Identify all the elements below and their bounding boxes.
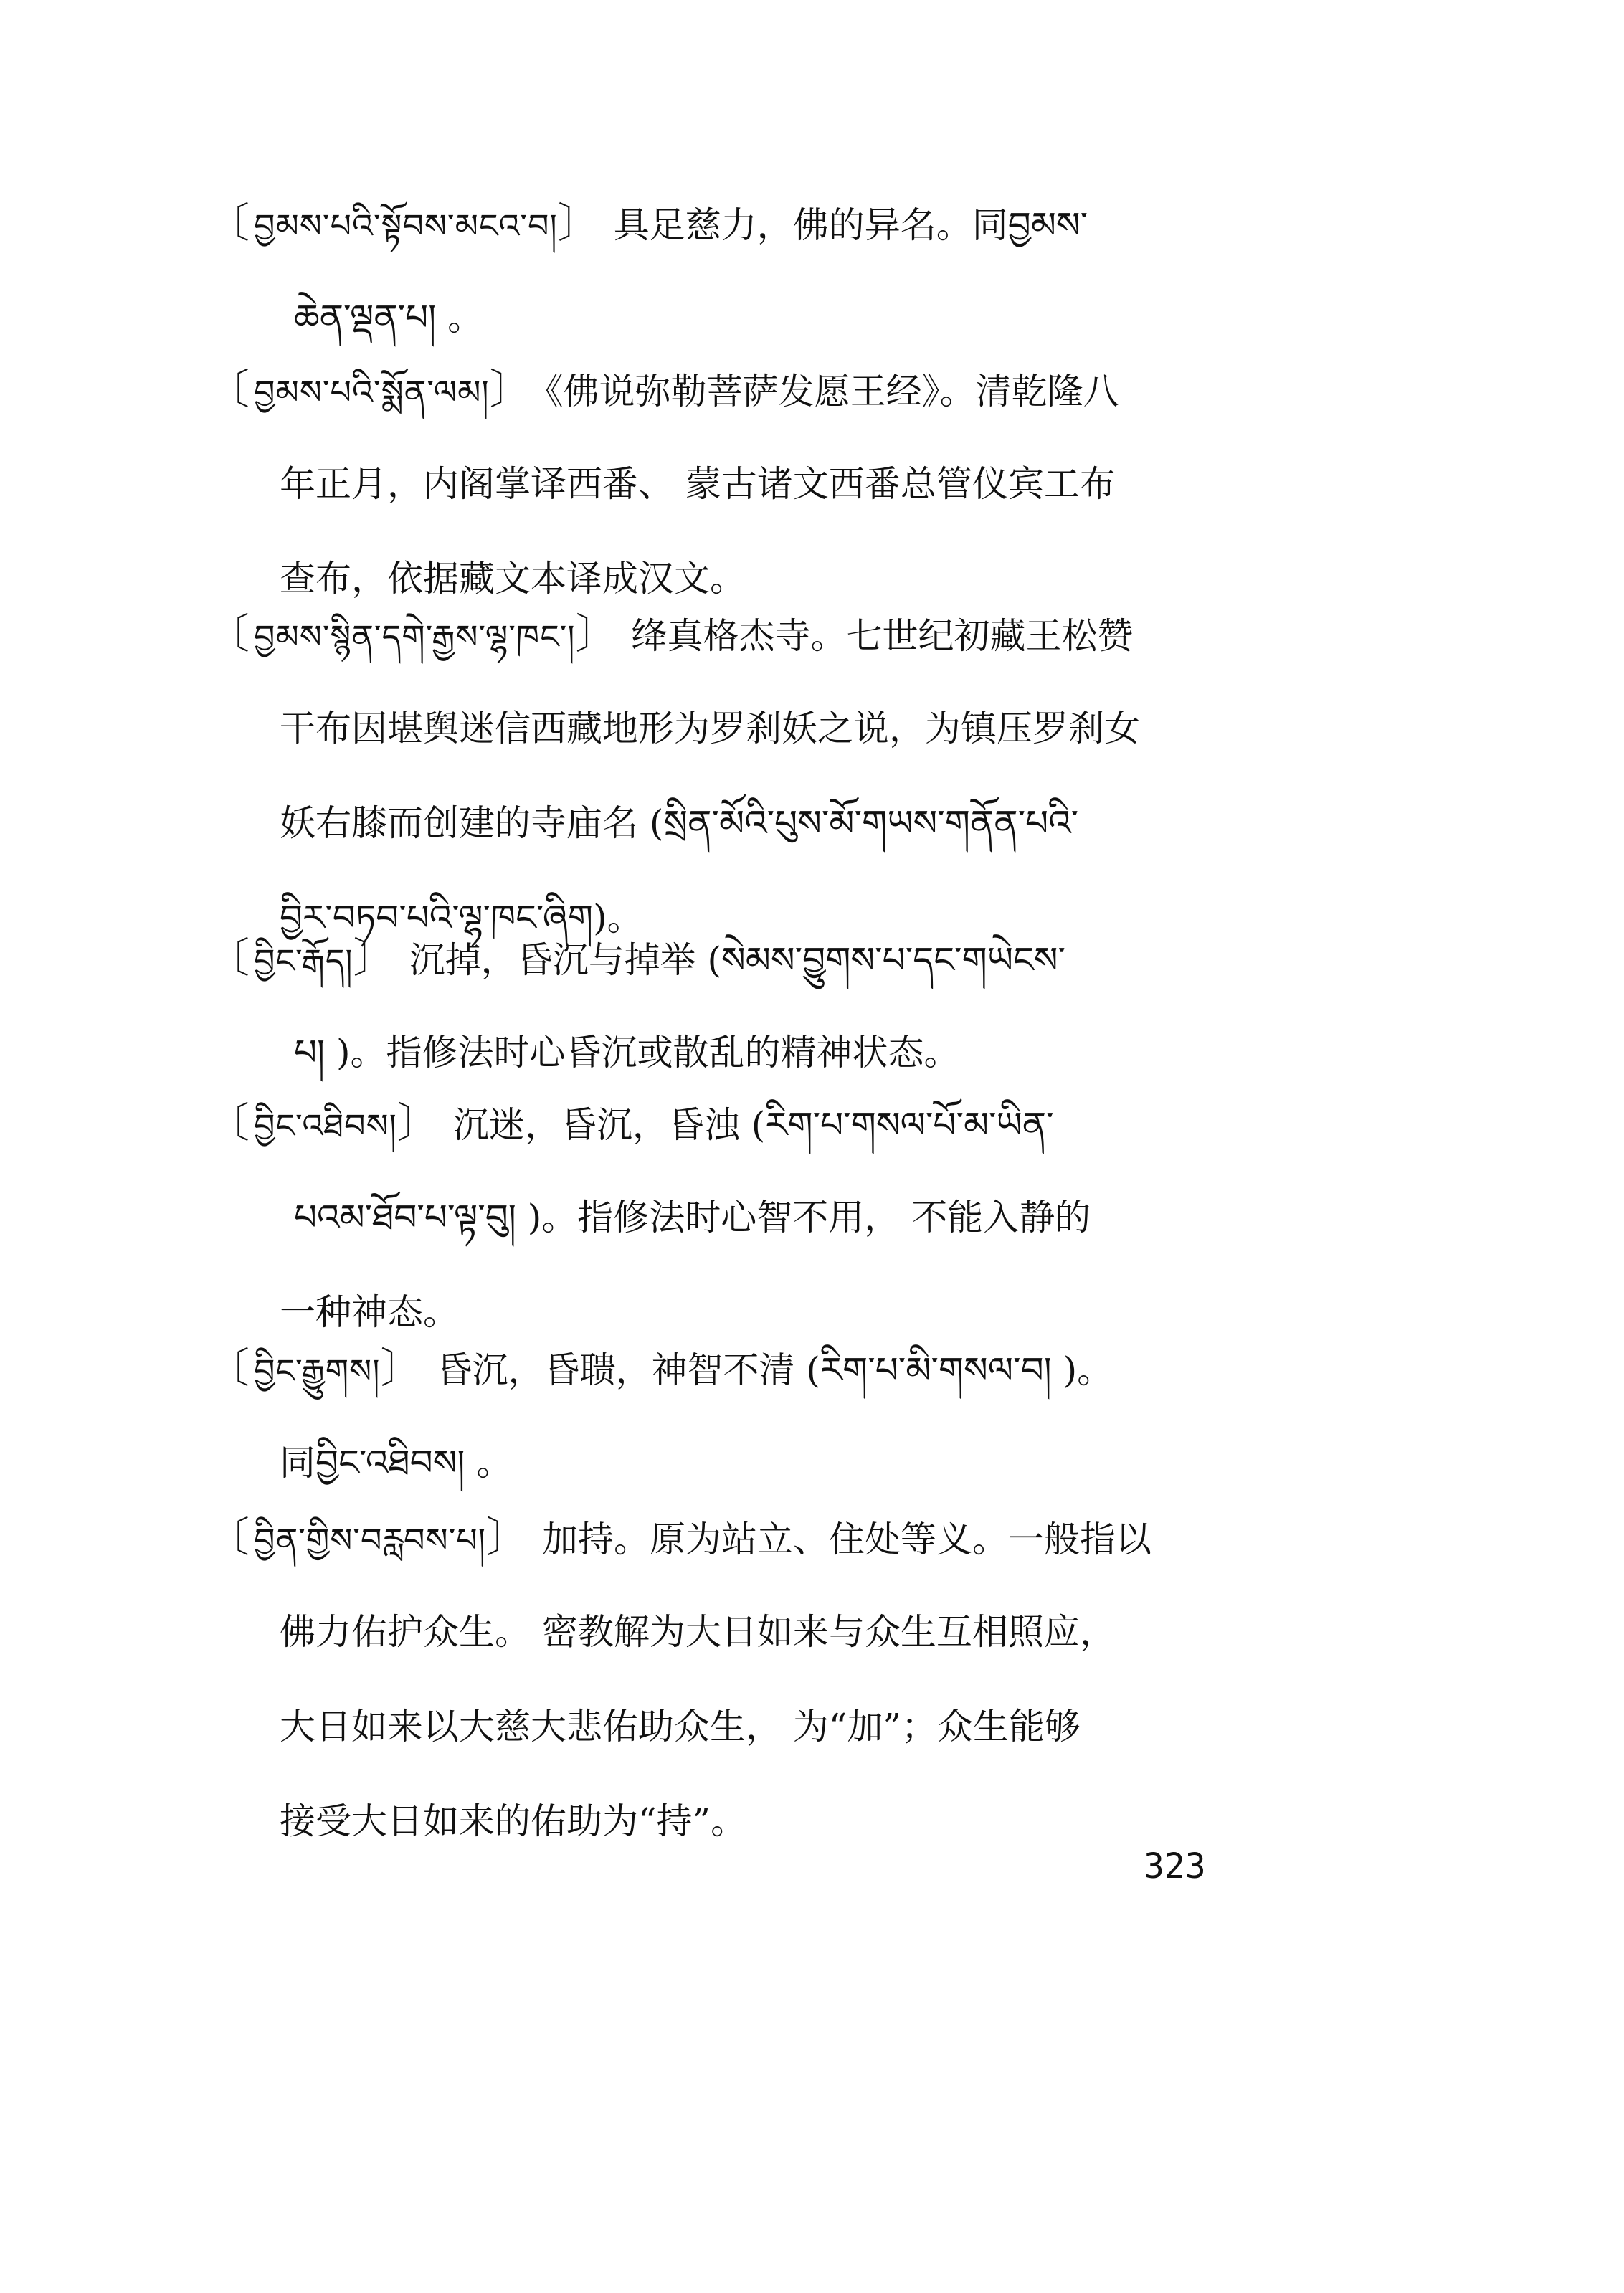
tibetan-term: བྱིང་འཐིབས། xyxy=(254,1106,397,1145)
entry-headline xyxy=(208,342,1298,437)
tibetan-term: བྱིན་གྱིས་བརླབས་པ། xyxy=(254,1521,486,1559)
definition-line: པ། )。指修法时心昏沉或散乱的精神状态。 xyxy=(294,1032,960,1073)
dictionary-entry xyxy=(208,1076,1298,1359)
definition-line: 妖右膝而创建的寺庙名 (སྲིན་མོའི་པུས་མོ་གཡས་གནོན་པའི་ xyxy=(280,802,1079,844)
definition-line: 佛力佑护众生。 密教解为大日如来与众生互相照应， xyxy=(280,1611,1116,1653)
entry-headline xyxy=(208,1321,1298,1415)
close-bracket: 〕 xyxy=(489,365,531,414)
definition-text: 沉迷，昏沉，昏浊 (རིག་པ་གསལ་པོ་མ་ཡིན་ xyxy=(452,1104,1054,1146)
dictionary-entry xyxy=(208,342,1298,626)
definition-line: 一种神态。 xyxy=(280,1291,459,1333)
close-bracket: 〕 xyxy=(485,1513,528,1562)
open-bracket: 〔 xyxy=(208,609,250,658)
open-bracket: 〔 xyxy=(208,1098,250,1147)
close-bracket: 〕 xyxy=(396,1098,439,1147)
definition-line: པའམ་ཐོབ་པ་ལྟ་བུ། )。指修法时心智不用， 不能入静的 xyxy=(294,1197,1091,1238)
page-number: 323 xyxy=(1144,1846,1206,1886)
definition-line: 查布，依据藏文本译成汉文。 xyxy=(280,558,746,599)
definition-line: ཆེན་ལྡན་པ། 。 xyxy=(294,297,484,338)
entry-headline xyxy=(208,176,1298,270)
close-bracket: 〕 xyxy=(575,609,617,658)
definition-line: 干布因堪舆迷信西藏地形为罗刹妖之说，为镇压罗刹女 xyxy=(280,708,1140,749)
definition-text: 沉掉，昏沉与掉举 (སེམས་བྱུགས་པ་དང་གཡེངས་ xyxy=(409,939,1066,981)
tibetan-term: བྱིང་རྒྱུགས། xyxy=(254,1352,381,1390)
definition-line: བྱིར་བཏབ་པའི་ལྷ་ཁང་ཞིག)。 xyxy=(280,897,643,939)
open-bracket: 〔 xyxy=(208,365,250,414)
open-bracket: 〔 xyxy=(208,1513,250,1562)
tibetan-term: བྱམས་སྙིན་དགེ་རྒྱས་ལྷ་ཁང་། xyxy=(254,617,576,656)
entry-headline xyxy=(208,1490,1298,1585)
open-bracket: 〔 xyxy=(208,199,250,247)
definition-line: 大日如来以大慈大悲佑助众生， 为“加”；众生能够 xyxy=(280,1706,1081,1747)
tibetan-term: བྱམས་པའི་སྨོན་ལམ། xyxy=(254,373,490,412)
tibetan-term: བྱམས་པའི་སྟོབས་མངའ་བ། xyxy=(254,206,558,245)
definition-text: 绛真格杰寺。七世纪初藏王松赞 xyxy=(631,615,1134,657)
dictionary-entry xyxy=(208,1490,1298,1869)
definition-text: 《佛说弥勒菩萨发愿王经》。清乾隆八 xyxy=(545,371,1119,412)
entry-headline xyxy=(208,911,1298,1005)
definition-line: 接受大日如来的佑助为“持”。 xyxy=(280,1800,747,1842)
open-bracket: 〔 xyxy=(208,934,250,982)
dictionary-entry xyxy=(208,1321,1298,1510)
entry-headline xyxy=(208,1076,1298,1170)
definition-line: 年正月，内阁掌译西番、 蒙古诸文西番总管仪宾工布 xyxy=(280,463,1116,505)
close-bracket: 〕 xyxy=(353,934,395,982)
open-bracket: 〔 xyxy=(208,1344,250,1392)
definition-text: 昏沉，昏聩，神智不清 (རིག་པ་མི་གསལ་བ། )。 xyxy=(436,1349,1113,1391)
close-bracket: 〕 xyxy=(557,199,599,247)
definition-line: 同བྱིང་འཐིབས། 。 xyxy=(280,1442,513,1483)
definition-text: 具足慈力，佛的异名。同བྱམས་ xyxy=(613,204,1088,246)
close-bracket: 〕 xyxy=(380,1344,422,1392)
entry-headline xyxy=(208,587,1298,681)
dictionary-entry xyxy=(208,176,1298,365)
definition-text: 加持。原为站立、住处等义。一般指以 xyxy=(541,1519,1151,1560)
dictionary-entry xyxy=(208,587,1298,965)
tibetan-term: བྱིང་རྒོད། xyxy=(254,941,353,980)
dictionary-entry xyxy=(208,911,1298,1100)
